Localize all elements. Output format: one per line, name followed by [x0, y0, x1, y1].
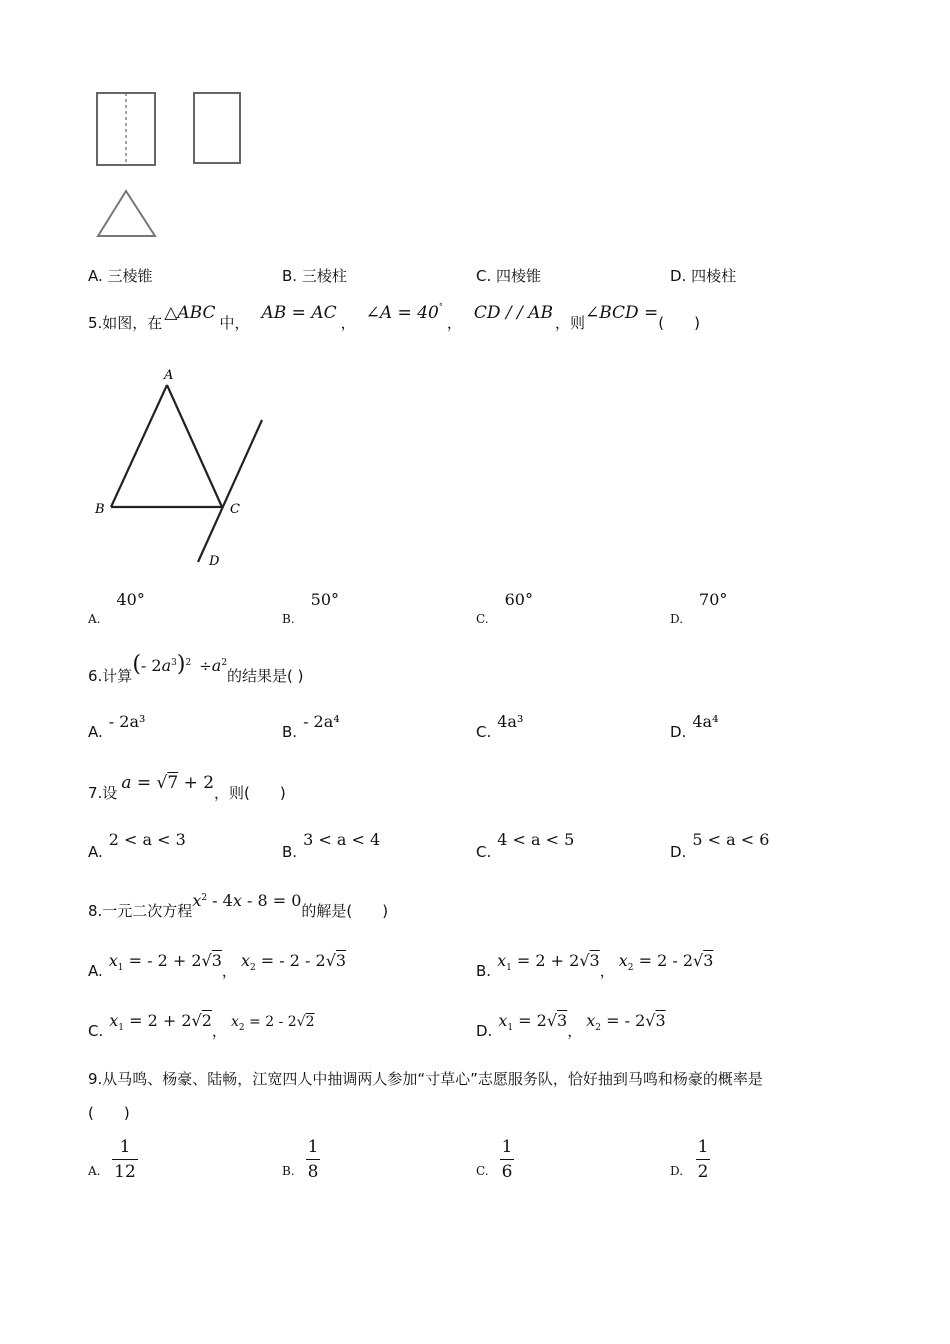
q5-option-b[interactable]: $_{B.}$50° [282, 590, 339, 626]
q5-stem: 5.如图，在 △ABC 中， AB = AC ， ∠A = 40°， CD / / AB ，则∠BCD =( ) [88, 302, 701, 332]
q8-option-a[interactable]: $A.x_1$ = - 2 + 2√3，$x_2$ = - 2 - 2√3 [88, 951, 347, 980]
q4-option-b[interactable]: B. 三棱柱 [282, 267, 347, 285]
label-c: C [230, 502, 240, 517]
q7-stem: 7.设 a = √7 + 2，则( ) [88, 773, 286, 802]
top-view [98, 191, 155, 236]
q9-option-a-label[interactable]: A. [88, 1164, 101, 1178]
three-views-figure [88, 85, 258, 245]
q9-option-b-fraction[interactable]: 1 8 [307, 1137, 319, 1182]
q7-option-b[interactable]: B.3 < a < 4 [282, 830, 381, 861]
triangle-figure [88, 360, 278, 575]
q9-stem-line1: 9.从马鸣、杨豪、陆畅，江宽四人中抽调两人参加“寸草心”志愿服务队，恰好抽到马鸣和杨豪的概率是 [88, 1070, 763, 1088]
q9-option-d-fraction[interactable]: 1 2 [697, 1137, 709, 1182]
q4-option-a[interactable]: A. 三棱锥 [88, 267, 153, 285]
q9-option-c-fraction[interactable]: 1 6 [501, 1137, 513, 1182]
q6-option-d[interactable]: D.4a⁴ [670, 712, 719, 741]
q5-option-c[interactable]: $_{C.}$60° [476, 590, 533, 626]
q7-option-c[interactable]: C.4 < a < 5 [476, 830, 575, 861]
side-ac [167, 385, 222, 507]
q9-stem-line2: ( ) [88, 1104, 130, 1122]
q8-option-b[interactable]: $B.x_1 = 2 + 2√3$，$x_2 = 2 - 2√3$ [476, 951, 714, 980]
q7-option-a[interactable]: A.2 < a < 3 [88, 830, 186, 861]
q4-option-d[interactable]: D. 四棱柱 [670, 267, 737, 285]
label-b: B [95, 502, 105, 517]
side-ab [111, 385, 167, 507]
q9-option-d-label[interactable]: D. [670, 1164, 684, 1178]
q6-option-a[interactable]: A.- 2a³ [88, 712, 146, 741]
q6-stem: 6.计算(- $2a^3)^2 \div a^2$的结果是( ) [88, 652, 304, 685]
q5-option-a[interactable]: $_{A.}$40° [88, 590, 145, 626]
q4-option-c[interactable]: C. 四棱锥 [476, 267, 542, 285]
label-d: D [209, 554, 220, 569]
q9-option-c-label[interactable]: C. [476, 1164, 489, 1178]
q6-option-b[interactable]: B.- 2a⁴ [282, 712, 340, 741]
q7-option-d[interactable]: D.5 < a < 6 [670, 830, 770, 861]
q8-option-c[interactable]: $C.x_1 = 2 + 2√2$， $x_2 = 2 - 2√2$ [88, 1011, 315, 1040]
q9-option-a-fraction[interactable]: 1 12 [112, 1137, 138, 1182]
q8-stem: 8.一元二次方程$x^2 - 4x - 8 = 0$的解是( ) [88, 891, 389, 920]
label-a: A [164, 368, 174, 383]
front-view [97, 93, 155, 165]
line-cd [198, 420, 262, 562]
q8-option-d[interactable]: $D.x_1 = 2√3$，$x_2$ = - 2√3 [476, 1011, 666, 1040]
q5-option-d[interactable]: $_{D.}$70° [670, 590, 728, 626]
q9-option-b-label[interactable]: B. [282, 1164, 295, 1178]
q6-option-c[interactable]: C.4a³ [476, 712, 524, 741]
side-view [194, 93, 240, 163]
